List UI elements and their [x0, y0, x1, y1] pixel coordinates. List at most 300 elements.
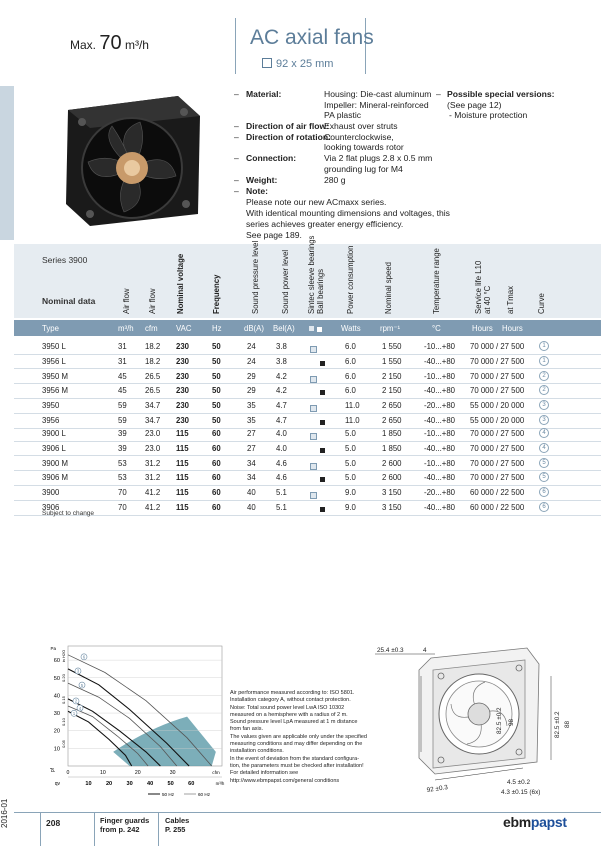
cell-cfm: 34.7	[145, 401, 161, 411]
y2-tick-label: 0.15	[61, 696, 66, 704]
cell-m3h: 70	[118, 488, 127, 498]
cell-curve: 4	[539, 428, 549, 438]
unit-cfm: cfm	[145, 324, 158, 333]
ball-bearing-icon	[320, 420, 325, 425]
special-versions-label: Possible special versions:	[447, 89, 555, 99]
cell-life: 55 000 / 20 000	[470, 416, 525, 425]
material-value-1: Housing: Die-cast aluminum	[324, 89, 432, 99]
connection-value-1: Via 2 flat plugs 2.8 x 0.5 mm	[324, 153, 433, 163]
cell-bela: 5.1	[276, 488, 287, 498]
cell-curve: 6	[539, 502, 549, 512]
cell-m3h: 53	[118, 473, 127, 483]
note-line-3: series achieves greater energy efficiency.	[246, 219, 404, 229]
dim-92: 92 ±0.3	[426, 784, 449, 794]
table-row	[14, 441, 601, 456]
x-unit-m3h: m³/h	[215, 781, 225, 786]
cell-temp: -10...+80	[424, 342, 455, 351]
y2-tick-label: 0.10	[61, 718, 66, 726]
unit-type: Type	[42, 324, 59, 333]
cell-hz: 60	[212, 488, 221, 498]
connection-label: Connection:	[246, 153, 297, 163]
table-row	[14, 470, 601, 485]
x-tick-m3h: 20	[105, 781, 113, 787]
cell-curve: 2	[539, 385, 549, 395]
cell-life: 70 000 / 27 500	[470, 458, 525, 468]
cell-hz: 60	[212, 473, 221, 483]
table-row	[14, 383, 601, 398]
col-life-40: at 40 °C	[483, 285, 492, 314]
cell-temp: -40...+80	[424, 473, 455, 483]
cell-cfm: 41.2	[145, 488, 161, 498]
spec-dash-7: –	[436, 89, 441, 99]
dim-98: 98	[508, 718, 515, 726]
table-row	[14, 456, 601, 471]
cell-type: 3950 L	[42, 342, 66, 351]
unit-m3h: m³/h	[118, 324, 134, 333]
cell-watts: 11.0	[345, 401, 360, 411]
cell-cfm: 26.5	[145, 386, 161, 396]
cell-vac: 230	[176, 356, 190, 366]
sleeve-bearing-icon	[310, 492, 317, 499]
cell-dba: 29	[247, 371, 256, 381]
cell-type: 3956	[42, 416, 60, 425]
cell-curve: 4	[539, 443, 549, 453]
cell-vac: 115	[176, 443, 189, 453]
row-divider	[14, 515, 601, 516]
col-voltage: Nominal voltage	[176, 253, 185, 314]
cell-life: 70 000 / 27 500	[470, 342, 525, 351]
cell-cfm: 23.0	[145, 443, 161, 453]
cell-temp: -40...+80	[424, 503, 455, 512]
curve-marker-label: 1	[72, 711, 76, 717]
spec-dash-1: –	[234, 89, 239, 99]
cell-m3h: 31	[118, 342, 127, 351]
cell-hz: 50	[212, 371, 221, 381]
cell-rpm: 1 850	[382, 443, 402, 453]
cell-m3h: 53	[118, 458, 127, 468]
y-tick-label: 60	[53, 658, 60, 665]
unit-rpm: rpm⁻¹	[380, 324, 401, 333]
cell-temp: -40...+80	[424, 443, 455, 453]
cell-bela: 4.0	[276, 429, 287, 438]
chart-note-line: Sound pressure level LpA measured at 1 m distance	[230, 719, 358, 726]
cell-cfm: 31.2	[145, 473, 161, 483]
sleeve-bearing-icon	[310, 463, 317, 470]
col-curve: Curve	[537, 293, 546, 314]
x-unit-cfm: cfm	[212, 770, 220, 775]
cell-type: 3900 M	[42, 458, 69, 468]
chart-note-line: from fan axis.	[230, 726, 264, 733]
cell-dba: 24	[247, 342, 256, 351]
col-speed: Nominal speed	[384, 261, 393, 314]
cell-dba: 24	[247, 356, 256, 366]
chart-note-line: tion, the parameters must be checked after installation!	[230, 762, 364, 769]
table-row	[14, 426, 601, 441]
logo-papst: papst	[530, 814, 567, 830]
cell-hz: 50	[212, 356, 221, 366]
spec-dash-2: –	[234, 121, 239, 131]
cell-temp: -40...+80	[424, 386, 455, 396]
col-life-tmax: at Tmax	[506, 285, 515, 314]
cell-life: 60 000 / 22 500	[470, 488, 525, 498]
cell-vac: 230	[176, 342, 190, 351]
cell-temp: -10...+80	[424, 458, 455, 468]
chart-note-line: In the event of deviation from the standard configura-	[230, 755, 360, 762]
note-line-2: With identical mounting dimensions and voltages, this	[246, 208, 450, 218]
y-axis-label: pf	[50, 768, 56, 773]
dim-82-5-a: 82.5 ±0.2	[496, 707, 503, 734]
cell-watts: 6.0	[345, 356, 356, 366]
cell-life: 55 000 / 20 000	[470, 401, 525, 411]
special-versions-1: (See page 12)	[447, 99, 502, 110]
cables-line-2: P. 255	[165, 825, 186, 834]
chart-note-line: measured on a hemisphere with a radius of 2 m.	[230, 711, 348, 718]
x-tick-m3h: 40	[147, 781, 154, 787]
ebmpapst-logo	[503, 814, 567, 830]
weight-label: Weight:	[246, 175, 278, 185]
cell-watts: 9.0	[345, 503, 356, 512]
chart-note-line: The values given are applicable only under the specified	[230, 733, 367, 740]
col-life-title: Service life L10	[474, 260, 483, 314]
cell-dba: 40	[247, 488, 256, 498]
cell-vac: 230	[176, 371, 190, 381]
col-airflow-cfm: Air flow	[148, 288, 157, 314]
cell-life: 70 000 / 27 500	[470, 386, 525, 396]
cell-watts: 9.0	[345, 488, 356, 498]
y-unit-pa: Pa	[50, 646, 56, 651]
col-spl: Sound pressure level	[251, 240, 260, 314]
dim-4-3: 4.3 ±0.15 (6x)	[501, 789, 541, 796]
cell-rpm: 2 650	[382, 401, 402, 411]
unit-bearings	[308, 325, 322, 334]
cell-dba: 27	[247, 429, 256, 438]
unit-vac: VAC	[176, 324, 192, 333]
col-airflow-m3h: Air flow	[122, 288, 131, 314]
sleeve-bearing-icon	[310, 346, 317, 353]
unit-hours-2: Hours	[502, 324, 523, 333]
dim-4: 4	[423, 647, 427, 654]
y2-tick-label: 0.05	[61, 740, 66, 748]
spec-dash-3: –	[234, 131, 239, 142]
cell-dba: 35	[247, 401, 256, 411]
square-icon	[262, 58, 272, 68]
cell-curve: 3	[539, 400, 549, 410]
y2-tick-label: 0.20	[61, 674, 66, 682]
cell-curve: 2	[539, 371, 549, 381]
cell-curve: 1	[539, 356, 549, 366]
cell-type: 3950	[42, 401, 60, 411]
cell-cfm: 23.0	[145, 429, 161, 438]
curve-marker-label: 2	[74, 698, 78, 704]
chart-note-line: Noise: Total sound power level LwA ISO 10302	[230, 704, 345, 711]
dim-4-5: 4.5 ±0.2	[507, 779, 531, 786]
table-row	[14, 369, 601, 384]
col-temperature: Temperature range	[432, 248, 441, 314]
ball-bearing-icon	[317, 327, 322, 332]
max-airflow	[70, 32, 149, 55]
footer-sep-2	[94, 812, 95, 846]
cell-dba: 27	[247, 443, 256, 453]
col-bearings-sleeve: Sintec sleeve bearings	[307, 235, 316, 314]
sleeve-bearing-icon	[308, 325, 315, 332]
cell-vac: 115	[176, 458, 189, 468]
cell-dba: 29	[247, 386, 256, 396]
footer-sep-1	[40, 812, 41, 846]
y2-unit: in H2O	[61, 649, 66, 663]
cell-dba: 34	[247, 458, 256, 468]
cables-line-1: Cables	[165, 816, 190, 825]
rotation-value-2: looking towards rotor	[324, 142, 404, 153]
cell-bela: 4.7	[276, 416, 287, 425]
cell-vac: 230	[176, 401, 190, 411]
x-tick-cfm: 10	[99, 770, 106, 776]
cell-hz: 60	[212, 429, 221, 438]
y-tick-label: 10	[53, 746, 60, 753]
cell-bela: 5.1	[276, 503, 287, 512]
cell-rpm: 1 550	[382, 342, 402, 351]
cell-m3h: 45	[118, 371, 127, 381]
y-tick-label: 40	[53, 693, 60, 700]
col-bearings-ball: Ball bearings	[316, 268, 325, 314]
material-value-2: Impeller: Mineral-reinforced	[324, 99, 429, 110]
cell-rpm: 1 550	[382, 356, 402, 366]
legend-50hz: 50 Hz	[162, 792, 175, 797]
series-label: Series 3900	[42, 255, 88, 265]
side-band	[0, 86, 14, 240]
fan-product-photo	[60, 92, 206, 228]
cell-bela: 4.6	[276, 458, 287, 468]
x-tick-m3h: 30	[126, 781, 133, 787]
curve-marker-label: 4	[78, 705, 82, 711]
chart-note-line: installation conditions.	[230, 748, 284, 755]
chart-note-line: http://www.ebmpapst.com/general conditions	[230, 777, 340, 784]
cell-vac: 115	[176, 503, 189, 512]
unit-hours-1: Hours	[472, 324, 493, 333]
sleeve-bearing-icon	[310, 405, 317, 412]
ball-bearing-icon	[320, 448, 325, 453]
page-subtitle	[262, 58, 333, 70]
cell-m3h: 59	[118, 401, 127, 411]
connection-value-2: grounding lug for M4	[324, 163, 403, 174]
cell-dba: 34	[247, 473, 256, 483]
curve-marker-label: 5	[80, 682, 84, 688]
x-tick-cfm: 30	[169, 770, 176, 776]
rotation-value-1: Counterclockwise,	[324, 131, 394, 142]
cell-watts: 5.0	[345, 429, 356, 438]
cell-life: 60 000 / 22 500	[470, 503, 525, 512]
spec-dash-4: –	[234, 153, 239, 163]
cell-vac: 115	[176, 429, 189, 438]
cell-rpm: 2 150	[382, 386, 402, 396]
cell-type: 3956 M	[42, 386, 69, 396]
cell-temp: -10...+80	[424, 371, 455, 381]
cell-m3h: 70	[118, 503, 127, 512]
finger-guards-line-2: from p. 242	[100, 825, 140, 834]
cell-m3h: 59	[118, 416, 127, 425]
cell-rpm: 2 600	[382, 473, 402, 483]
unit-degc: °C	[432, 324, 441, 333]
cell-dba: 40	[247, 503, 256, 512]
footer-divider	[14, 812, 601, 813]
airflow-value: Exhaust over struts	[324, 121, 398, 131]
note-line-4: See page 189.	[246, 230, 302, 240]
nominal-data-label: Nominal data	[42, 296, 96, 306]
ball-bearing-icon	[320, 477, 325, 482]
cell-type: 3906 M	[42, 473, 69, 483]
col-power: Power consumption	[346, 245, 355, 314]
y-tick-label: 50	[53, 675, 60, 682]
col-swl: Sound power level	[281, 249, 290, 314]
cell-watts: 6.0	[345, 342, 356, 351]
cell-hz: 50	[212, 386, 221, 396]
note-line-1: Please note our new ACmaxx series.	[246, 197, 387, 207]
cell-vac: 115	[176, 473, 189, 483]
cell-bela: 3.8	[276, 342, 287, 351]
table-row	[14, 485, 601, 500]
cell-temp: -40...+80	[424, 416, 455, 425]
cell-vac: 115	[176, 488, 189, 498]
cell-dba: 35	[247, 416, 256, 425]
cell-type: 3906 L	[42, 443, 66, 453]
cell-watts: 6.0	[345, 386, 356, 396]
chart-note-line: Installation category A, without contact protection.	[230, 697, 351, 704]
cell-type: 3900	[42, 488, 60, 498]
cell-watts: 6.0	[345, 371, 356, 381]
ball-bearing-icon	[320, 507, 325, 512]
cell-curve: 1	[539, 341, 549, 351]
cell-hz: 50	[212, 342, 221, 351]
cell-life: 70 000 / 27 500	[470, 356, 525, 366]
footer-year: 2016-01	[0, 798, 9, 828]
cell-vac: 230	[176, 386, 190, 396]
x-tick-cfm: 20	[134, 770, 141, 776]
cell-rpm: 2 600	[382, 458, 402, 468]
airflow-label: Direction of air flow:	[246, 121, 330, 131]
cell-curve: 5	[539, 472, 549, 482]
max-value: 70	[99, 32, 122, 54]
cell-m3h: 39	[118, 443, 127, 453]
unit-bela: Bel(A)	[273, 324, 295, 333]
weight-value: 280 g	[324, 175, 346, 185]
cell-bela: 4.7	[276, 401, 287, 411]
ball-bearing-icon	[320, 361, 325, 366]
rotation-label: Direction of rotation:	[246, 131, 331, 142]
chart-note-line: For detailed information see	[230, 770, 299, 777]
curve-marker-label: 6	[82, 654, 86, 660]
cell-temp: -40...+80	[424, 356, 455, 366]
cell-bela: 3.8	[276, 356, 287, 366]
material-value-3: PA plastic	[324, 110, 362, 121]
note-label: Note:	[246, 186, 268, 196]
cell-hz: 50	[212, 416, 221, 425]
cell-rpm: 2 650	[382, 416, 402, 425]
footer-cables[interactable]	[165, 816, 189, 834]
cell-life: 70 000 / 27 500	[470, 473, 525, 483]
chart-notes	[230, 690, 370, 785]
cell-type: 3956 L	[42, 356, 66, 366]
performance-chart	[36, 638, 226, 798]
dimension-drawing	[375, 634, 575, 808]
x-tick-m3h: 10	[85, 781, 92, 787]
cell-rpm: 3 150	[382, 503, 402, 512]
cell-hz: 60	[212, 443, 221, 453]
cell-cfm: 41.2	[145, 503, 161, 512]
cell-vac: 230	[176, 416, 190, 425]
dim-25-4: 25.4 ±0.3	[377, 647, 404, 654]
ball-bearing-icon	[320, 390, 325, 395]
chart-note-line: Air performance measured according to: ISO 5801.	[230, 690, 355, 696]
cell-type: 3906	[42, 503, 60, 512]
cell-temp: -20...+80	[424, 401, 455, 411]
subtitle-text: 92 x 25 mm	[276, 58, 334, 70]
table-row	[14, 398, 601, 413]
footer-finger-guards[interactable]	[100, 816, 149, 834]
cell-type: 3950 M	[42, 371, 69, 381]
cell-temp: -20...+80	[424, 488, 455, 498]
cell-watts: 5.0	[345, 458, 356, 468]
cell-watts: 5.0	[345, 443, 356, 453]
chart-note-line: measuring conditions and may differ depending on the	[230, 741, 363, 748]
footer-sep-3	[158, 812, 159, 846]
cell-cfm: 18.2	[145, 342, 161, 351]
x-tick-m3h: 60	[188, 781, 195, 787]
dim-82-5-b: 82.5 ±0.2	[554, 711, 561, 738]
footer-page-number: 208	[46, 818, 61, 828]
cell-life: 70 000 / 27 500	[470, 443, 525, 453]
cell-hz: 50	[212, 401, 221, 411]
max-unit: m³/h	[124, 38, 149, 52]
material-label: Material:	[246, 89, 282, 99]
cell-life: 70 000 / 27 500	[470, 371, 525, 381]
y-tick-label: 20	[53, 728, 60, 735]
header-divider-left	[235, 18, 236, 74]
dim-88: 88	[564, 720, 571, 728]
table-row	[14, 500, 601, 515]
cell-rpm: 2 150	[382, 371, 402, 381]
unit-dba: dB(A)	[244, 324, 264, 333]
spec-dash-5: –	[234, 175, 239, 185]
x-tick-m3h: 50	[167, 781, 174, 787]
cell-m3h: 39	[118, 429, 127, 438]
cell-curve: 6	[539, 487, 549, 497]
cell-watts: 11.0	[345, 416, 360, 425]
legend-60hz: 60 Hz	[198, 792, 211, 797]
x-axis-label: qv	[54, 781, 60, 787]
sleeve-bearing-icon	[310, 376, 317, 383]
x-tick-cfm: 0	[66, 770, 70, 776]
cell-cfm: 34.7	[145, 416, 161, 425]
cell-bela: 4.0	[276, 443, 287, 453]
cell-hz: 60	[212, 503, 221, 512]
cell-type: 3900 L	[42, 429, 66, 438]
cell-curve: 5	[539, 458, 549, 468]
cell-m3h: 31	[118, 356, 127, 366]
cell-cfm: 18.2	[145, 356, 161, 366]
table-row	[14, 339, 601, 354]
table-row	[14, 354, 601, 369]
cell-bela: 4.2	[276, 386, 287, 396]
cell-cfm: 26.5	[145, 371, 161, 381]
spec-dash-6: –	[234, 186, 239, 196]
cell-temp: -10...+80	[424, 429, 455, 438]
curve-marker-label: 3	[76, 668, 80, 674]
cell-hz: 60	[212, 458, 221, 468]
logo-ebm: ebm	[503, 814, 531, 830]
col-frequency: Frequency	[212, 274, 221, 314]
special-versions-2: - Moisture protection	[449, 110, 528, 121]
max-prefix: Max.	[70, 38, 97, 52]
cell-rpm: 3 150	[382, 488, 402, 498]
